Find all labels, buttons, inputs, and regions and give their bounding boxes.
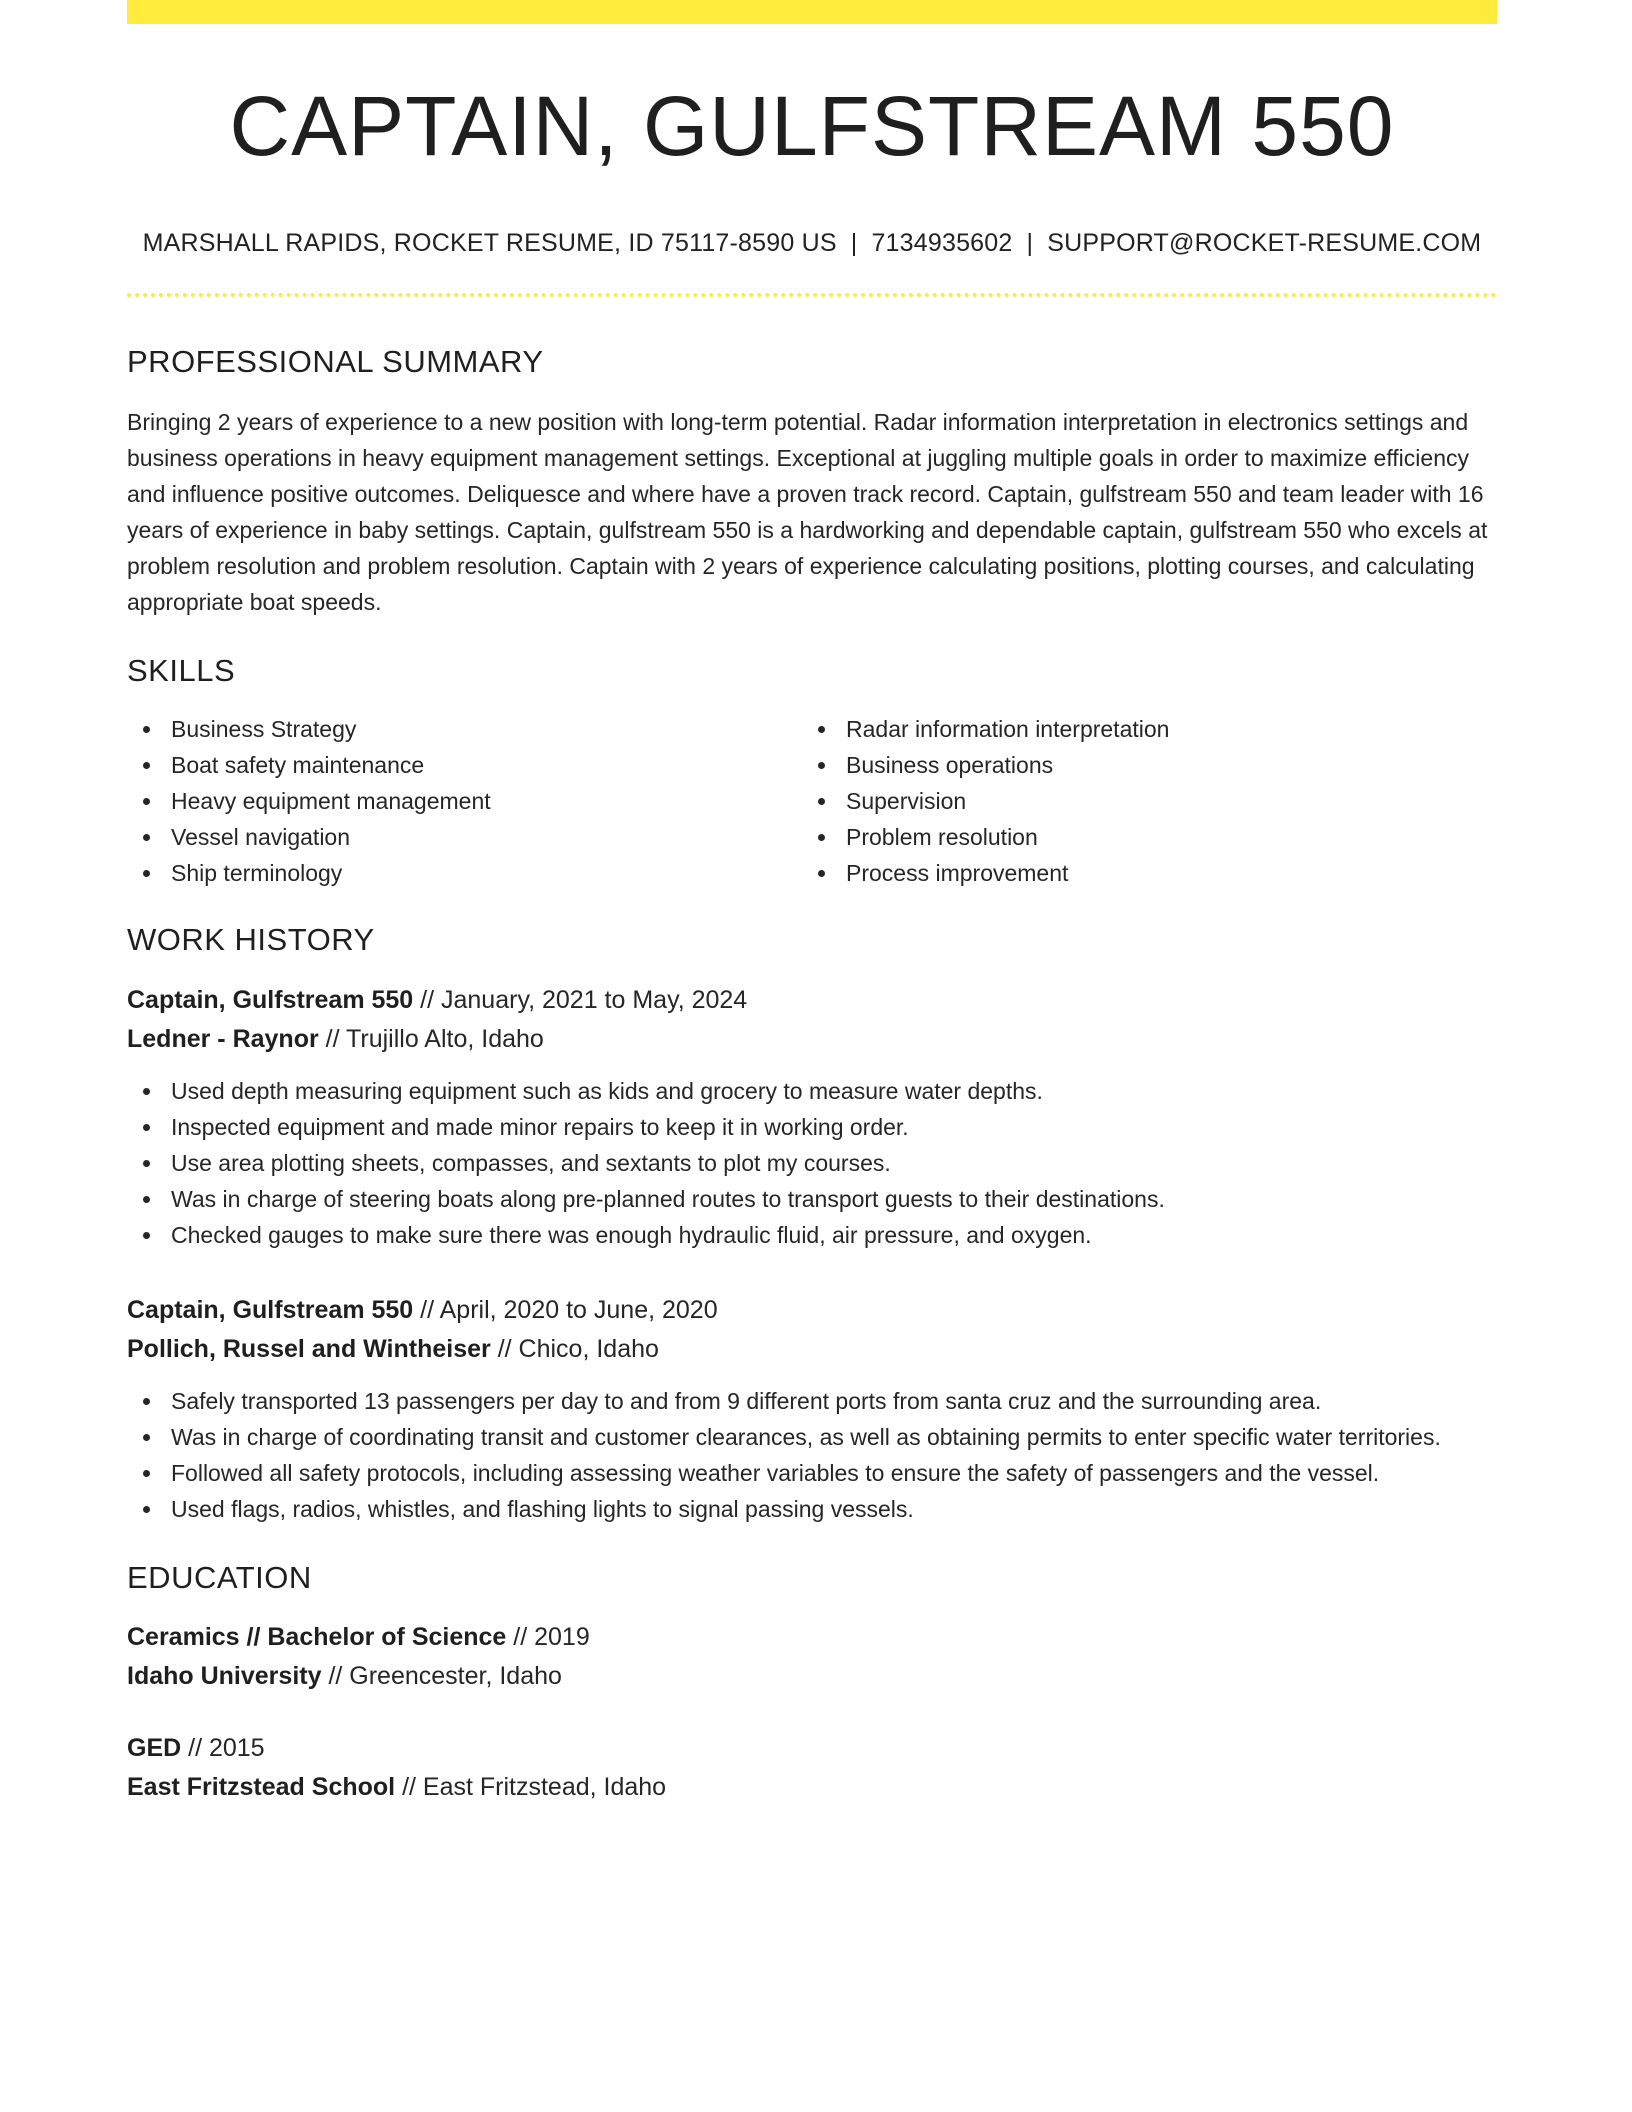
job-duty: Used flags, radios, whistles, and flashing lights to signal passing vessels. [127, 1491, 1497, 1527]
job-dates: // January, 2021 to May, 2024 [413, 985, 748, 1014]
work-history-heading: WORK HISTORY [127, 922, 375, 958]
skill-item: Business Strategy [127, 711, 802, 747]
resume-name: CAPTAIN, GULFSTREAM 550 [229, 79, 1395, 173]
job-duty: Checked gauges to make sure there was enough hydraulic fluid, air pressure, and oxygen. [127, 1217, 1497, 1253]
skill-item: Heavy equipment management [127, 783, 802, 819]
accent-top-bar [127, 0, 1497, 24]
education-location: // East Fritzstead, Idaho [395, 1772, 667, 1801]
job-duty: Was in charge of coordinating transit and customer clearances, as well as obtaining permits to enter specific water territories. [127, 1419, 1497, 1455]
job-title-line [127, 1291, 1497, 1330]
skill-item: Vessel navigation [127, 819, 802, 855]
job-duty: Use area plotting sheets, compasses, and sextants to plot my courses. [127, 1145, 1497, 1181]
job-title-line [127, 981, 1497, 1020]
education-location: // Greencester, Idaho [321, 1661, 562, 1690]
education-heading: EDUCATION [127, 1559, 312, 1595]
job-position: Captain, Gulfstream 550 [127, 1295, 414, 1324]
education-school: Idaho University [127, 1661, 322, 1690]
education-school-line [127, 1657, 1497, 1696]
education-degree: GED [127, 1733, 182, 1762]
contact-email: SUPPORT@ROCKET-RESUME.COM [1047, 229, 1482, 257]
skill-item: Problem resolution [802, 819, 1477, 855]
job-location: // Chico, Idaho [490, 1334, 659, 1363]
job-duty: Followed all safety protocols, including assessing weather variables to ensure the safety of passengers and the vessel. [127, 1455, 1497, 1491]
skill-item: Radar information interpretation [802, 711, 1477, 747]
header-divider [127, 293, 1497, 297]
job-duties [127, 1073, 1497, 1253]
education-year: // 2015 [181, 1733, 265, 1762]
job-entry [127, 981, 1497, 1253]
education-school: East Fritzstead School [127, 1772, 396, 1801]
education-entry [127, 1618, 1497, 1696]
summary-text: Bringing 2 years of experience to a new position with long-term potential. Radar information interpretation in electronics settings and business operations in heavy equipment management settings. Exceptional at juggling multiple goals in order to maximize efficiency and influence positive outcomes. Deliquesce and where have a proven track record. Captain, gulfstream 550 and team leader with 16 years of experience in baby settings. Captain, gulfstream 550 is a hardworking and dependable captain, gulfstream 550 who excels at problem resolution and problem resolution. Captain with 2 years of experience calculating positions, plotting courses, and calculating appropriate boat speeds. [127, 409, 1488, 616]
education-degree-line [127, 1618, 1497, 1657]
job-employer-line [127, 1330, 1497, 1369]
job-position: Captain, Gulfstream 550 [127, 985, 414, 1014]
skills-heading: SKILLS [127, 653, 236, 689]
skills-column-left [127, 711, 802, 891]
skill-item: Supervision [802, 783, 1477, 819]
job-location: // Trujillo Alto, Idaho [318, 1024, 544, 1053]
job-employer: Ledner - Raynor [127, 1024, 319, 1053]
job-duties [127, 1383, 1497, 1527]
job-duty: Used depth measuring equipment such as kids and grocery to measure water depths. [127, 1073, 1497, 1109]
education-school-line [127, 1768, 1497, 1807]
job-dates: // April, 2020 to June, 2020 [413, 1295, 718, 1324]
skills-list [127, 711, 1497, 891]
education-year: // 2019 [506, 1622, 590, 1651]
skill-item: Business operations [802, 747, 1477, 783]
contact-line [127, 228, 1497, 258]
summary-heading: PROFESSIONAL SUMMARY [127, 344, 544, 379]
job-duty: Was in charge of steering boats along pre-planned routes to transport guests to their destinations. [127, 1181, 1497, 1217]
skills-column-right [802, 711, 1477, 891]
skill-item: Process improvement [802, 855, 1477, 891]
resume-page [127, 0, 1497, 1807]
job-employer-line [127, 1020, 1497, 1059]
skill-item: Ship terminology [127, 855, 802, 891]
contact-phone: 7134935602 [871, 229, 1013, 257]
contact-separator: | [850, 229, 858, 257]
job-duty: Inspected equipment and made minor repairs to keep it in working order. [127, 1109, 1497, 1145]
job-entry [127, 1291, 1497, 1527]
contact-separator: | [1026, 229, 1034, 257]
job-employer: Pollich, Russel and Wintheiser [127, 1334, 491, 1363]
job-duty: Safely transported 13 passengers per day to and from 9 different ports from santa cruz and the surrounding area. [127, 1383, 1497, 1419]
education-entry [127, 1729, 1497, 1807]
skill-item: Boat safety maintenance [127, 747, 802, 783]
education-degree-line [127, 1729, 1497, 1768]
education-degree: Ceramics // Bachelor of Science [127, 1622, 507, 1651]
contact-address: MARSHALL RAPIDS, ROCKET RESUME, ID 75117-8590 US [142, 229, 837, 257]
